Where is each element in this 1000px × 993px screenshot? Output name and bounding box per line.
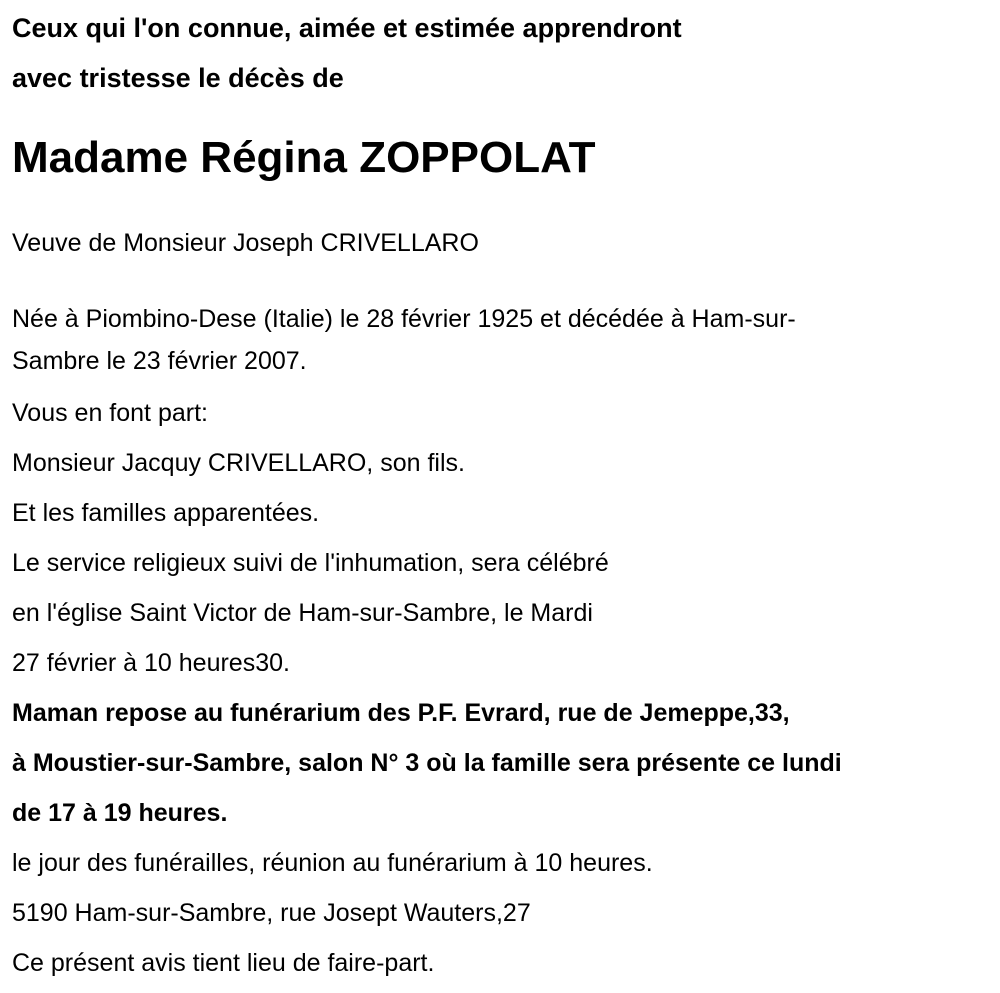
announced-by-label: Vous en font part: bbox=[12, 399, 208, 427]
service-line-2: en l'église Saint Victor de Ham-sur-Sambre, le Mardi bbox=[12, 599, 593, 627]
funeral-day-line: le jour des funérailles, réunion au funérarium à 10 heures. bbox=[12, 849, 653, 877]
intro-line-1: Ceux qui l'on connue, aimée et estimée apprendront bbox=[12, 13, 682, 43]
service-line-3: 27 février à 10 heures30. bbox=[12, 649, 290, 677]
birth-death-line-1: Née à Piombino-Dese (Italie) le 28 février 1925 et décédée à Ham-sur- bbox=[12, 305, 796, 333]
closing-line: Ce présent avis tient lieu de faire-part. bbox=[12, 949, 435, 977]
notice-intro bbox=[12, 3, 988, 188]
intro-line-2: avec tristesse le décès de bbox=[12, 63, 344, 93]
funerarium-line-2: à Moustier-sur-Sambre, salon N° 3 où la famille sera présente ce lundi bbox=[12, 749, 842, 777]
relative-families-line: Et les familles apparentées. bbox=[12, 499, 320, 527]
address-line: 5190 Ham-sur-Sambre, rue Josept Wauters,27 bbox=[12, 899, 531, 927]
notice-body bbox=[12, 218, 988, 988]
funerarium-line-3: de 17 à 19 heures. bbox=[12, 799, 228, 827]
relative-son-line: Monsieur Jacquy CRIVELLARO, son fils. bbox=[12, 449, 465, 477]
birth-death-line-2: Sambre le 23 février 2007. bbox=[12, 347, 307, 375]
service-line-1: Le service religieux suivi de l'inhumation, sera célébré bbox=[12, 549, 609, 577]
funerarium-line-1: Maman repose au funérarium des P.F. Evrard, rue de Jemeppe,33, bbox=[12, 699, 790, 727]
deceased-name-title: Madame Régina ZOPPOLAT bbox=[12, 133, 596, 182]
widow-line: Veuve de Monsieur Joseph CRIVELLARO bbox=[12, 229, 479, 257]
